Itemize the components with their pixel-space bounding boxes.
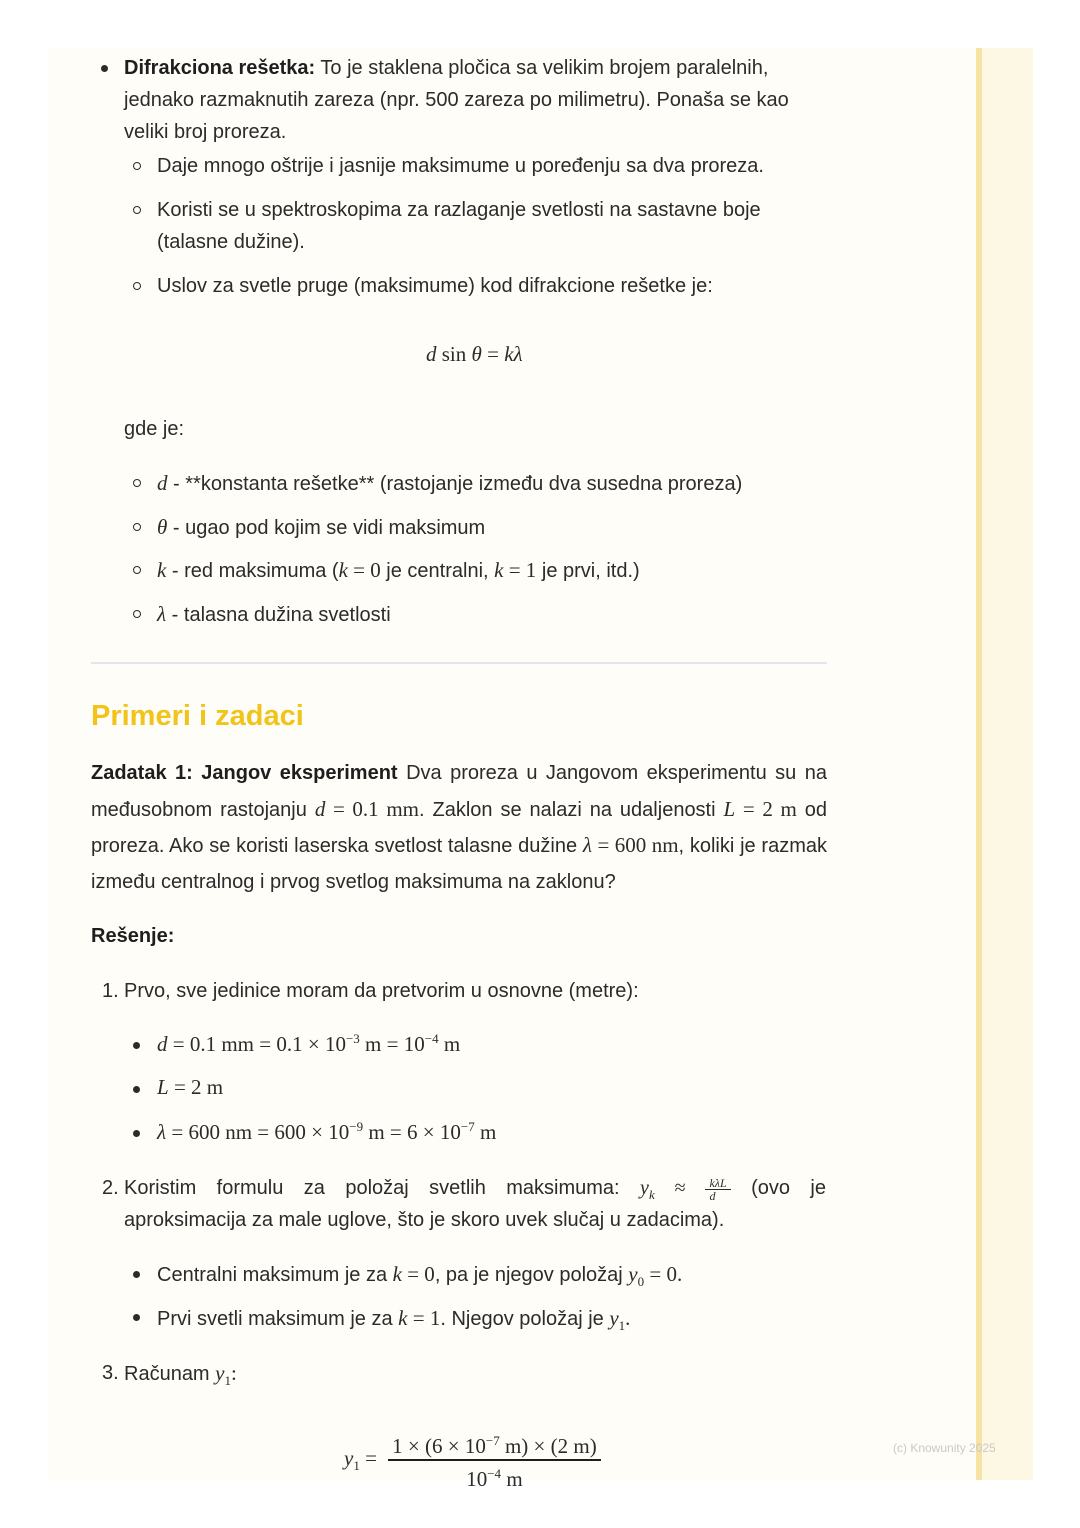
section-title: Primeri i zadaci (91, 700, 304, 732)
definition-theta: θ - ugao pod kojim se vidi maksimum (157, 515, 486, 539)
step-3-number: 3. (102, 1362, 119, 1384)
task1-paragraph: Zadatak 1: Jangov eksperiment Dva proreza u Jangovom eksperimentu su na međusobnom rastojanju d = 0.1 mm. Zaklon se nalazi na udaljenosti L = 2 m od proreza. Ako se koristi laserska svetlost talasne dužine λ = 600 nm, koliki je razmak između centralnog i prvog svetlog maksimuma na zaklonu? (91, 762, 828, 893)
section-divider (91, 662, 827, 664)
sub-bullet-ring (133, 162, 141, 170)
bullet-dot (133, 1314, 140, 1321)
sub-bullet-ring (133, 282, 141, 290)
grating-paragraph (124, 52, 824, 148)
step-1-number: 1. (102, 980, 119, 1002)
first-maximum: Prvi svetli maksimum je za k = 1. Njegov položaj je $y_1$. (157, 1306, 631, 1334)
bullet-dot (133, 1130, 140, 1137)
bullet-dot (133, 1042, 140, 1049)
copyright-watermark: (c) Knowunity 2025 (893, 1441, 996, 1455)
grating-title: Difrakciona rešetka: (124, 57, 316, 79)
definition-lambda: λ - talasna dužina svetlosti (157, 602, 391, 626)
solution-label: Rešenje: (91, 925, 175, 947)
conversion-L: L = 2 m (157, 1075, 224, 1099)
step-2-line-1: Koristim formulu za položaj svetlih maksimuma: $y_k$ ≈ $\frac{\text{kλL}}{d}$ (ovo je (124, 1175, 826, 1203)
y1-equation: $y_1$ = $\frac{1 \times (6 \times 10^{-7} m) \times (2 m)}{10^{-4} m}$ (344, 1428, 601, 1492)
sub-bullet-ring (133, 566, 141, 574)
step-3-text: Računam $y_1$: (124, 1361, 237, 1389)
definition-d: d - **konstanta rešetke** (rastojanje između dva susedna proreza) (157, 471, 743, 495)
grating-sub-1: Daje mnogo oštrije i jasnije maksimume u poređenju sa dva proreza. (157, 155, 764, 177)
step-1-text: Prvo, sve jedinice moram da pretvorim u osnovne (metre): (124, 980, 639, 1002)
step-2-line-2: aproksimacija za male uglove, što je skoro uvek slučaj u zadacima). (124, 1209, 725, 1231)
grating-sub-3: Uslov za svetle pruge (maksimume) kod difrakcione rešetke je: (157, 275, 713, 297)
conversion-d: d = 0.1 mm = $0.1 \times 10^{-3}$ $m = 10^{-4}$ m (157, 1031, 461, 1056)
bullet-dot (133, 1271, 140, 1278)
grating-equation: d sin θ = kλ (426, 342, 523, 366)
grating-sub-2: Koristi se u spektroskopima za razlaganje svetlosti na sastavne boje (talasne dužine). (157, 199, 761, 253)
task1-title: Zadatak 1: Jangov eksperiment (91, 762, 398, 784)
sub-bullet-ring (133, 523, 141, 531)
gde-je-label: gde je: (124, 418, 185, 440)
sub-bullet-ring (133, 206, 141, 214)
step-2-number: 2. (102, 1177, 119, 1199)
sub-bullet-ring (133, 610, 141, 618)
central-maximum: Centralni maksimum je za k = 0, pa je njegov položaj $y_0 = 0$. (157, 1262, 683, 1290)
definition-k: k - red maksimuma (k = 0 je centralni, k = 1 je prvi, itd.) (157, 558, 640, 582)
bullet-dot (101, 65, 108, 72)
grating-text: To je staklena pločica sa velikim brojem paralelnih, jednako razmaknutih zareza (npr. 500 zareza po milimetru). Ponaša se kao veliki broj proreza. (124, 57, 789, 143)
sub-bullet-ring (133, 479, 141, 487)
bullet-dot (133, 1086, 140, 1093)
conversion-lambda: λ = 600 nm = $600 \times 10^{-9}$ $m = 6 \times 10^{-7}$ m (157, 1119, 497, 1144)
